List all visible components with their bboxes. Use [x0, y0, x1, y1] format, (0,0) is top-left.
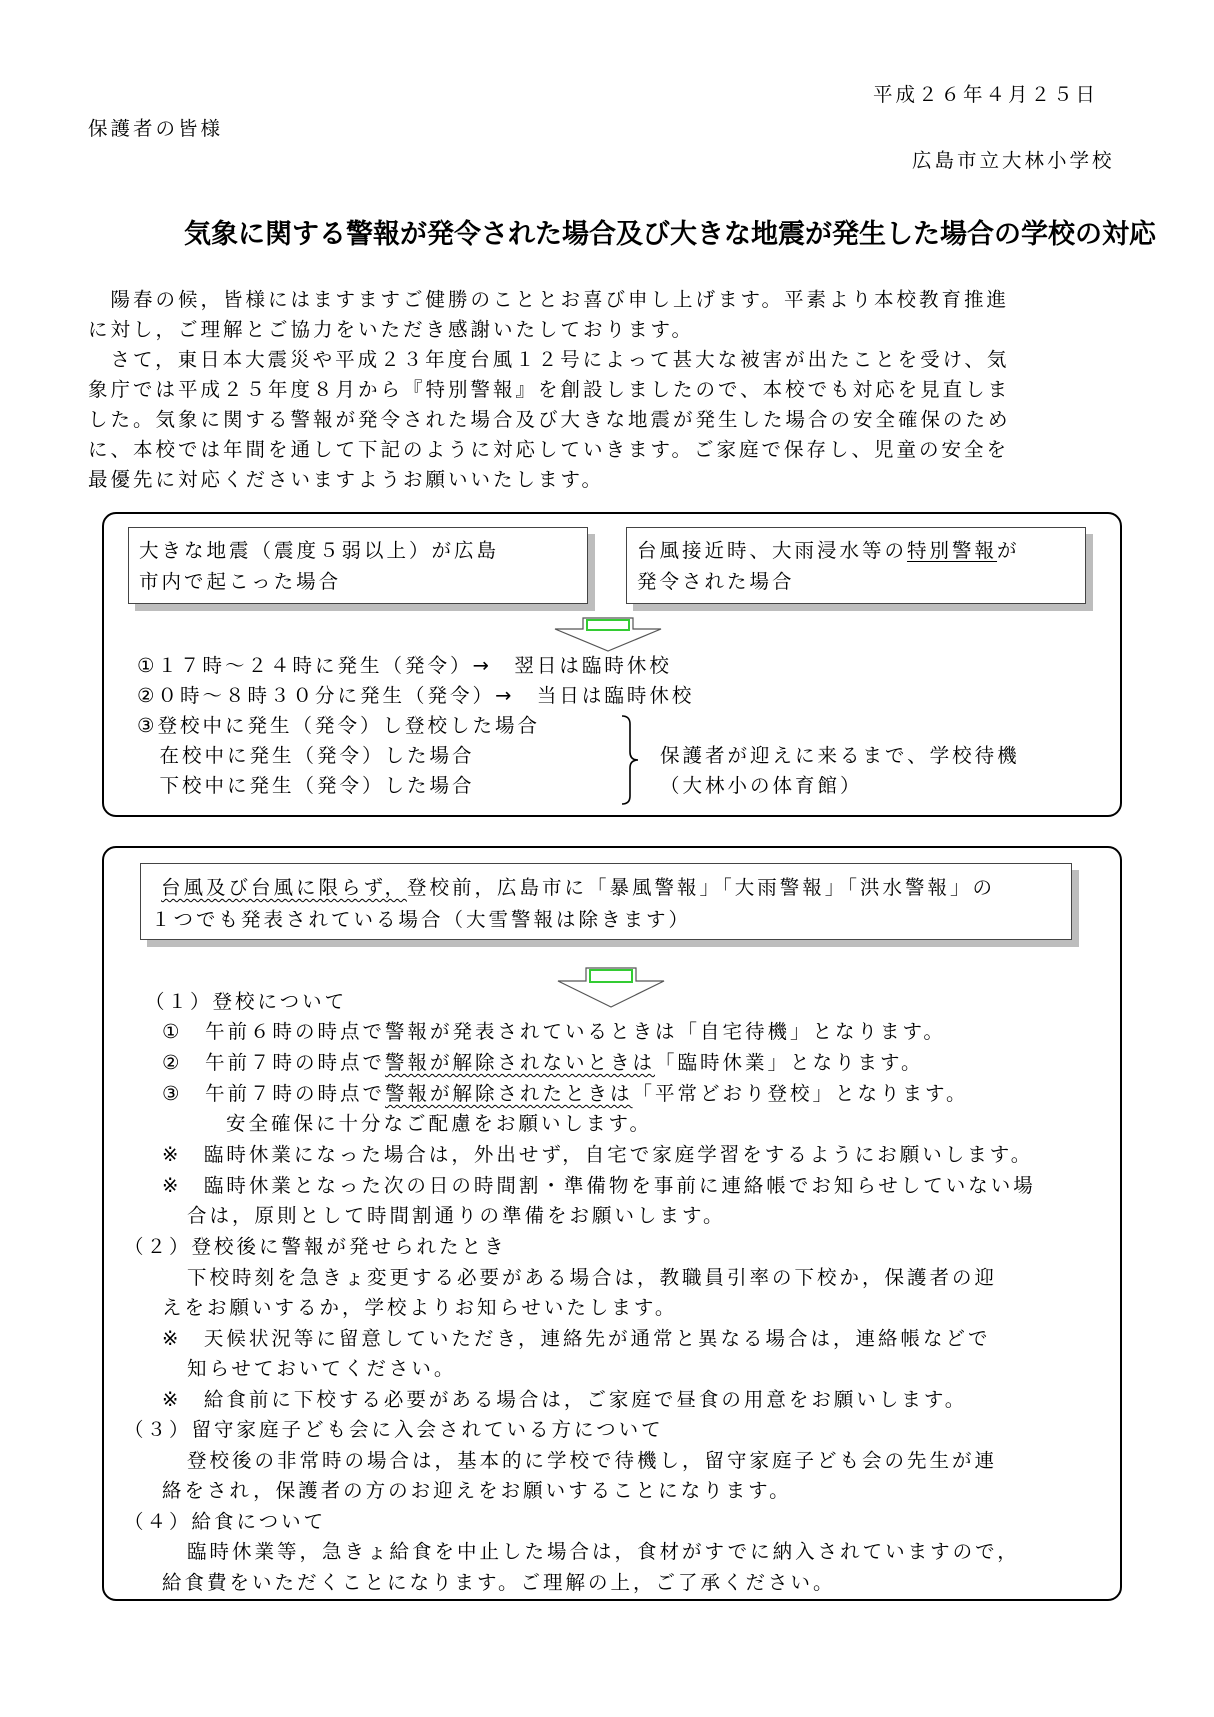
intro-line: に対し，ご理解とご協力をいただき感謝いたしております。	[88, 318, 694, 341]
section-1-note-1: ※ 臨時休業になった場合は，外出せず，自宅で家庭学習をするようにお願いします。	[162, 1143, 1034, 1166]
section-1-note-2-continued: 合は，原則として時間割通りの準備をお願いします。	[187, 1204, 726, 1227]
right-brace-icon	[620, 714, 642, 806]
storm-condition-line1: 台風及び台風に限らず，登校前，広島市に「暴風警報」「大雨警報」「洪水警報」の	[161, 876, 995, 899]
intro-line: した。気象に関する警報が発令された場合及び大きな地震が発生した場合の安全確保のため	[88, 408, 1011, 431]
section-1-item-3: ③ 午前７時の時点で警報が解除されたときは「平常どおり登校」となります。	[162, 1082, 969, 1105]
closure-rule-1: ①１７時～２４時に発生（発令）→ 翌日は臨時休校	[137, 654, 672, 677]
section-2-note-1: ※ 天候状況等に留意していただき，連絡先が通常と異なる場合は，連絡帳などで	[162, 1327, 991, 1350]
recipient: 保護者の皆様	[88, 117, 224, 140]
storm-condition-emphasis: 台風及び台風に限らず，	[161, 876, 407, 899]
gym-location-note: （大林小の体育館）	[660, 774, 863, 797]
closure-rule-3c: 下校中に発生（発令）した場合	[137, 774, 475, 797]
section-2-note-1-continued: 知らせておいてください。	[187, 1357, 457, 1380]
section-2-paragraph-line1: 下校時刻を急きょ変更する必要がある場合は，教職員引率の下校か，保護者の迎	[187, 1266, 998, 1289]
down-arrow-icon	[553, 617, 663, 653]
sender: 広島市立大林小学校	[912, 149, 1115, 172]
section-1-item-1: ① 午前６時の時点で警報が発表されているときは「自宅待機」となります。	[162, 1020, 946, 1043]
section-3-paragraph-line1: 登校後の非常時の場合は，基本的に学校で待機し，留守家庭子ども会の先生が連	[187, 1449, 998, 1472]
section-3-heading: （３）留守家庭子ども会に入会されている方について	[124, 1418, 664, 1441]
section-1-item-2: ② 午前７時の時点で警報が解除されないときは「臨時休業」となります。	[162, 1051, 924, 1074]
special-warning-condition-line1: 台風接近時、大雨浸水等の特別警報が	[637, 539, 1020, 562]
special-warning-condition-line2: 発令された場合	[637, 570, 795, 593]
special-warning-condition-box	[626, 527, 1086, 604]
special-warning-term: 特別警報	[907, 539, 998, 562]
intro-line: 最優先に対応くださいますようお願いいたします。	[88, 468, 604, 491]
earthquake-condition-line1: 大きな地震（震度５弱以上）が広島	[139, 539, 500, 562]
closure-rule-3b: 在校中に発生（発令）した場合	[137, 744, 475, 767]
closure-rule-3: ③登校中に発生（発令）し登校した場合	[137, 714, 540, 737]
section-1-note-2: ※ 臨時休業となった次の日の時間割・準備物を事前に連絡帳でお知らせしていない場	[162, 1174, 1036, 1197]
section-1-item-3-continued: 安全確保に十分なご配慮をお願いします。	[226, 1112, 652, 1135]
section-1-heading: （１）登校について	[145, 990, 348, 1013]
intro-line: 陽春の候，皆様にはますますご健勝のこととお喜び申し上げます。平素より本校教育推進	[88, 288, 1009, 311]
earthquake-condition-line2: 市内で起こった場合	[139, 570, 342, 593]
section-3-paragraph-line2: 絡をされ，保護者の方のお迎えをお願いすることになります。	[162, 1479, 792, 1502]
intro-line: さて，東日本大震災や平成２３年度台風１２号によって甚大な被害が出たことを受け、気	[88, 348, 1010, 371]
storm-condition-line2: １つでも発表されている場合（大雪警報は除きます）	[151, 908, 692, 931]
section-4-paragraph-line1: 臨時休業等，急きょ給食を中止した場合は，食材がすでに納入されていますので，	[187, 1540, 1020, 1563]
section-2-paragraph-line2: えをお願いするか，学校よりお知らせいたします。	[162, 1296, 678, 1319]
intro-line: 象庁では平成２５年度８月から『特別警報』を創設しましたので、本校でも対応を見直しま	[88, 378, 1011, 401]
section-4-paragraph-line2: 給食費をいただくことになります。ご理解の上，ご了承ください。	[162, 1571, 836, 1594]
section-2-note-2: ※ 給食前に下校する必要がある場合は，ご家庭で昼食の用意をお願いします。	[162, 1388, 968, 1411]
earthquake-condition-box	[128, 527, 588, 604]
wait-at-school-note: 保護者が迎えに来るまで、学校待機	[660, 744, 1020, 767]
storm-condition-box	[140, 863, 1072, 940]
document-date: 平成２６年４月２５日	[873, 83, 1099, 106]
down-arrow-icon	[556, 967, 666, 1009]
page-title: 気象に関する警報が発令された場合及び大きな地震が発生した場合の学校の対応	[184, 219, 1156, 250]
closure-rule-2: ②０時～８時３０分に発生（発令）→ 当日は臨時休校	[137, 684, 695, 707]
section-4-heading: （４）給食について	[124, 1510, 327, 1533]
section-2-heading: （２）登校後に警報が発せられたとき	[124, 1235, 507, 1258]
intro-line: に、本校では年間を通して下記のように対応していきます。ご家庭で保存し、児童の安全を	[88, 438, 1009, 461]
